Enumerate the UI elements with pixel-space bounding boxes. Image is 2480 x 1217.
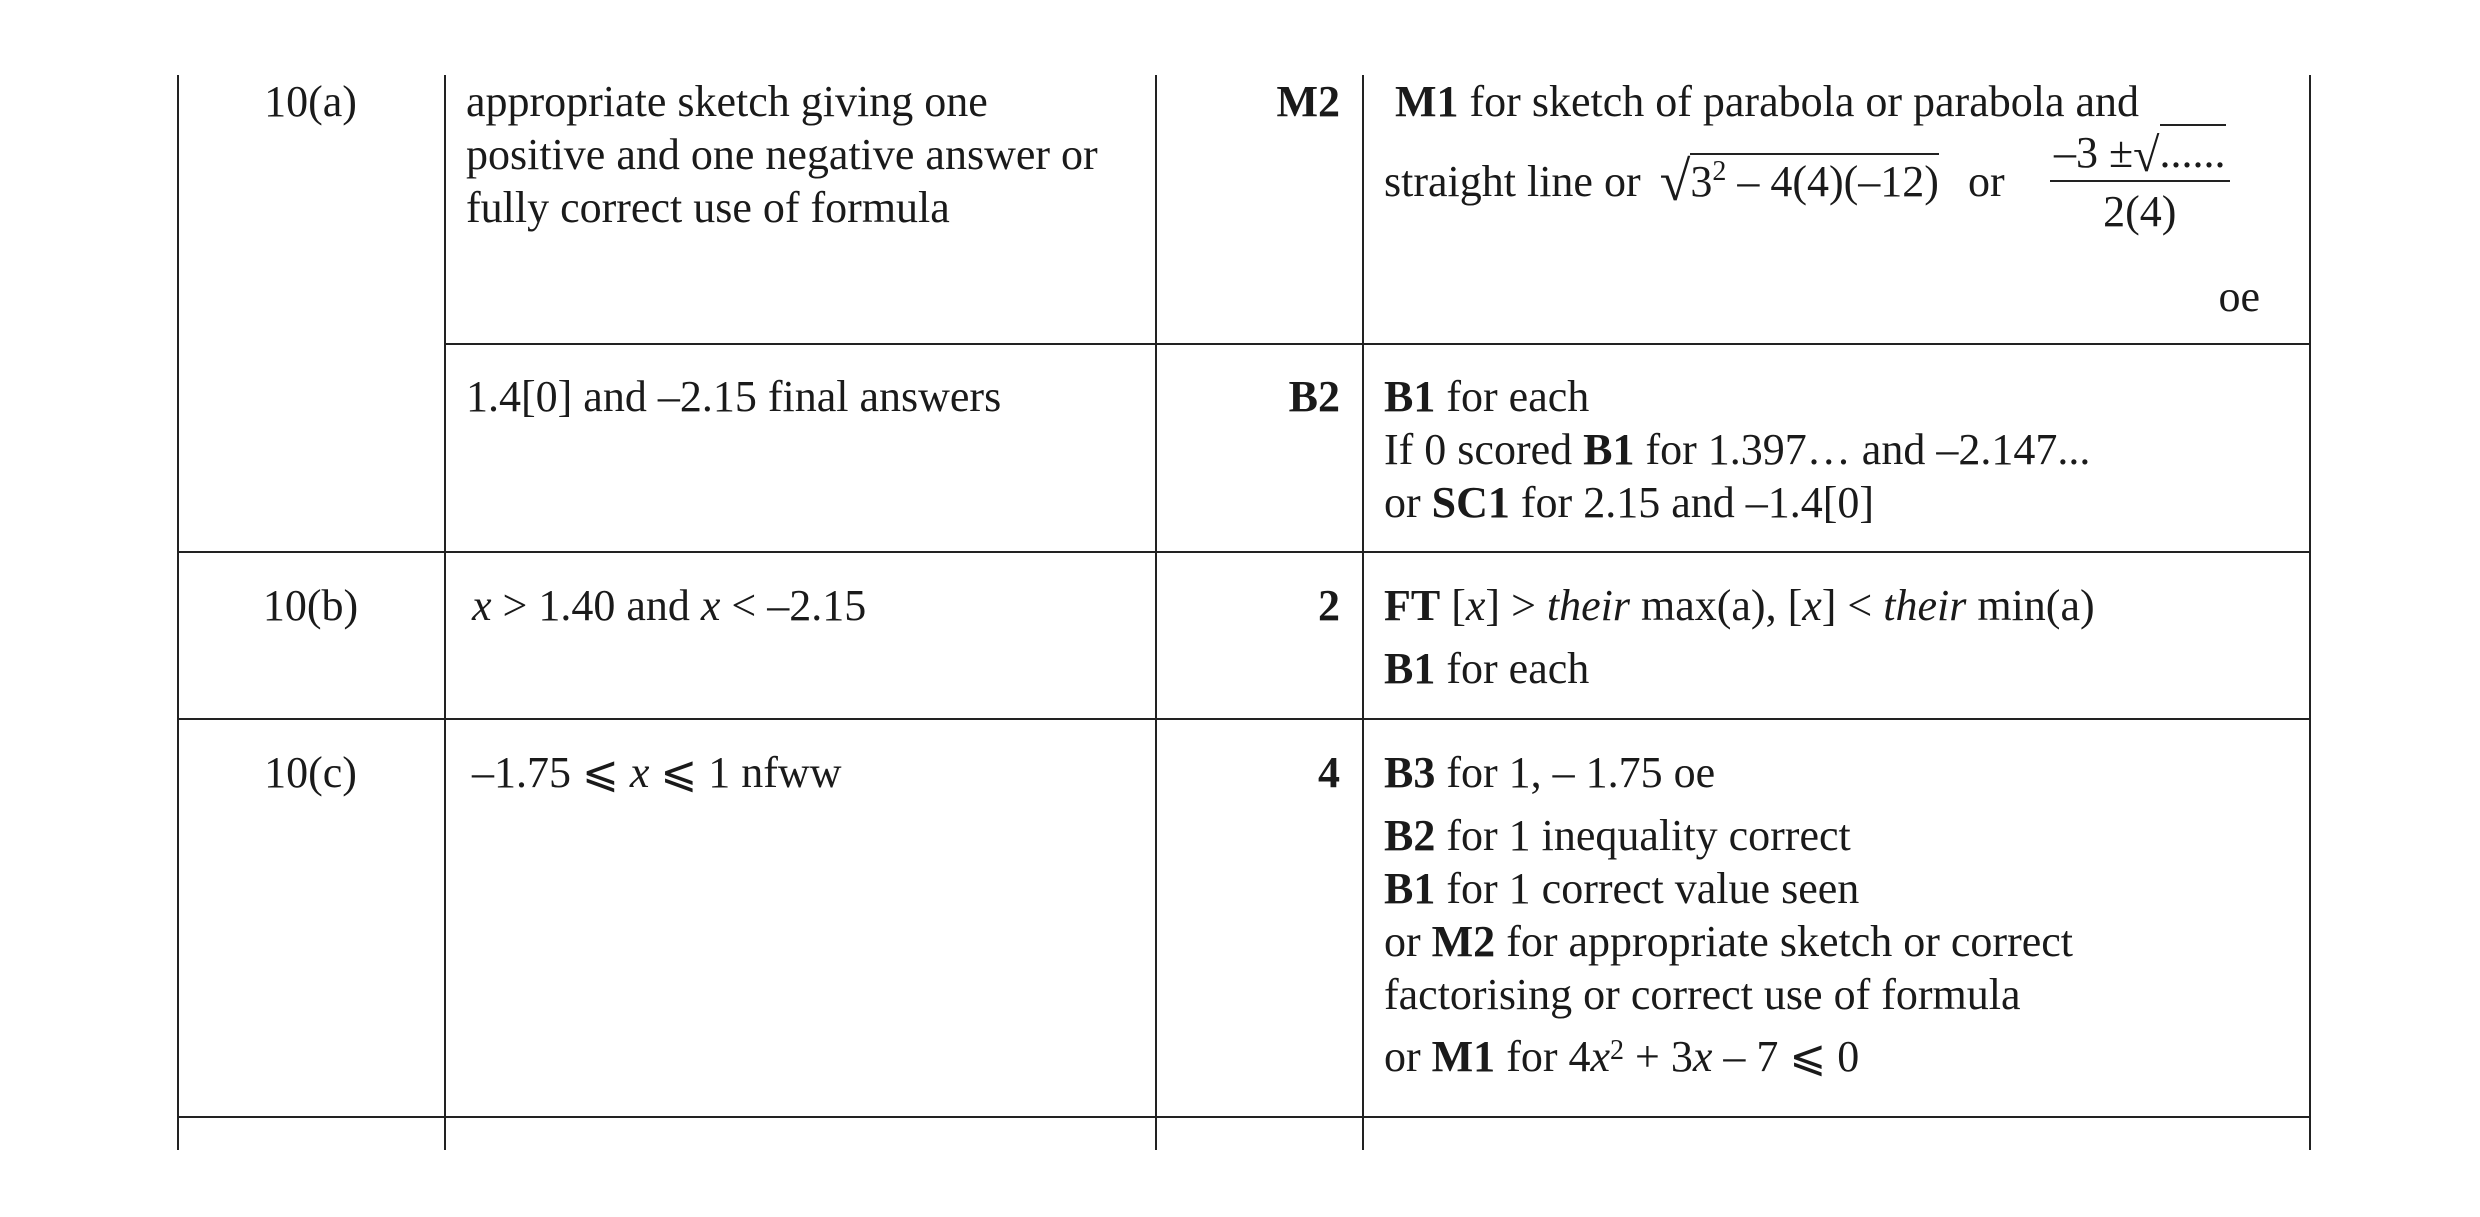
guidance-line	[1384, 642, 1589, 695]
guidance-text: or	[1384, 478, 1432, 527]
variable-x: x	[472, 581, 492, 630]
marks-10c: 4	[1318, 748, 1340, 797]
guidance-text: ] <	[1821, 581, 1884, 630]
guidance-line	[1384, 423, 2090, 476]
their-word: their	[1546, 581, 1630, 630]
guidance-text: for appropriate sketch or correct	[1495, 917, 2074, 966]
guidance-text: for sketch of parabola or parabola and	[1458, 77, 2140, 126]
guidance-text: or	[1384, 1032, 1432, 1081]
answer-10b	[472, 579, 866, 632]
variable-x: x	[1802, 581, 1822, 630]
question-label-10c: 10(c)	[264, 748, 357, 797]
guidance-text: max(a), [	[1630, 581, 1803, 630]
guidance-text: or	[1384, 917, 1432, 966]
square-root-expression	[1659, 151, 1950, 213]
answer-text: > 1.40 and	[491, 581, 701, 630]
exponent: 2	[1712, 156, 1727, 187]
exponent: 2	[1610, 1035, 1625, 1066]
marks-10a-m2: M2	[1276, 77, 1340, 126]
guidance-line	[1384, 968, 2021, 1021]
mark-code: M1	[1431, 1032, 1496, 1081]
mark-code: M1	[1395, 77, 1459, 126]
mark-code: M2	[1431, 917, 1496, 966]
guidance-text: for each	[1435, 644, 1590, 693]
guidance-text: ] >	[1485, 581, 1547, 630]
their-word: their	[1883, 581, 1967, 630]
guidance-line	[1384, 915, 2073, 968]
guidance-line	[1384, 370, 1589, 423]
variable-x: x	[629, 748, 650, 797]
guidance-text: for 1 correct value seen	[1435, 864, 1860, 913]
fraction-denominator: 2(4)	[2103, 187, 2177, 236]
fraction-numerator	[2050, 127, 2230, 182]
guidance-line	[1384, 746, 1715, 799]
mark-code: B1	[1384, 372, 1436, 421]
guidance-text: for 1 inequality correct	[1435, 811, 1851, 860]
guidance-text: If 0 scored	[1384, 425, 1584, 474]
mark-code: B1	[1384, 644, 1436, 693]
guidance-text: factorising or correct use of formula	[1384, 970, 2021, 1019]
row-divider-10c-bottom	[177, 1116, 2311, 1118]
guidance-line	[1384, 476, 1874, 529]
question-label-10b: 10(b)	[262, 581, 359, 630]
guidance-text: for each	[1435, 372, 1590, 421]
mark-code: FT	[1384, 581, 1441, 630]
guidance-text: for 1, – 1.75 oe	[1435, 748, 1716, 797]
numerator-prefix: –3 ±	[2054, 128, 2134, 177]
or-word: or	[1967, 157, 2005, 206]
guidance-line-formula	[1384, 148, 2005, 212]
answer-text: ⩽ 1 nfww	[649, 748, 842, 797]
row-divider-10a-inner	[444, 343, 2311, 345]
marks-10b: 2	[1318, 581, 1340, 630]
answer-10c	[472, 746, 841, 799]
guidance-line	[1384, 809, 1851, 862]
answer-text: –1.75 ⩽	[472, 748, 630, 797]
table-border-col1	[444, 75, 446, 1150]
row-divider-10b-10c	[177, 718, 2311, 720]
guidance-line	[1384, 579, 2095, 632]
radicand-base: 3	[1690, 157, 1713, 206]
guidance-text: min(a)	[1966, 581, 2095, 630]
guidance-line	[1384, 1030, 1859, 1083]
guidance-text: for 2.15 and –1.4[0]	[1509, 478, 1875, 527]
radicand-rest: – 4(4)(–12)	[1726, 157, 1939, 206]
guidance-text: [	[1440, 581, 1466, 630]
oe-note: oe	[2218, 272, 2260, 321]
table-border-col2	[1155, 75, 1157, 1150]
mark-code: SC1	[1431, 478, 1510, 527]
quadratic-formula-fraction	[2050, 128, 2230, 246]
radical-sign: √	[1659, 151, 1691, 213]
answer-text: < –2.15	[720, 581, 867, 630]
answer-10a-final: 1.4[0] and –2.15 final answers	[466, 372, 1002, 421]
row-divider-10a-10b	[177, 551, 2311, 553]
radical-sign: √	[2133, 129, 2160, 182]
mark-code: B1	[1583, 425, 1635, 474]
marks-10a-b2: B2	[1288, 372, 1340, 421]
answer-line: appropriate sketch giving one	[466, 77, 988, 126]
guidance-line	[1395, 75, 2139, 128]
answer-line: fully correct use of formula	[466, 183, 950, 232]
guidance-text: straight line or	[1384, 157, 1641, 206]
radicand	[1690, 153, 1939, 206]
question-label-10a: 10(a)	[264, 77, 357, 126]
mark-code: B1	[1384, 864, 1436, 913]
table-border-right	[2309, 75, 2311, 1150]
guidance-line	[1384, 862, 1859, 915]
radicand-dots: ......	[2160, 124, 2226, 177]
mark-code: B2	[1384, 811, 1436, 860]
variable-x: x	[1692, 1032, 1713, 1081]
table-border-col3	[1362, 75, 1364, 1150]
variable-x: x	[1465, 581, 1486, 630]
answer-line: positive and one negative answer or	[466, 130, 1098, 179]
variable-x: x	[1590, 1032, 1611, 1081]
guidance-text: for 1.397… and –2.147...	[1634, 425, 2091, 474]
mark-code: B3	[1384, 748, 1436, 797]
guidance-text: – 7 ⩽ 0	[1712, 1032, 1860, 1081]
guidance-text: + 3	[1624, 1032, 1693, 1081]
variable-x: x	[700, 581, 721, 630]
guidance-text: for 4	[1495, 1032, 1591, 1081]
